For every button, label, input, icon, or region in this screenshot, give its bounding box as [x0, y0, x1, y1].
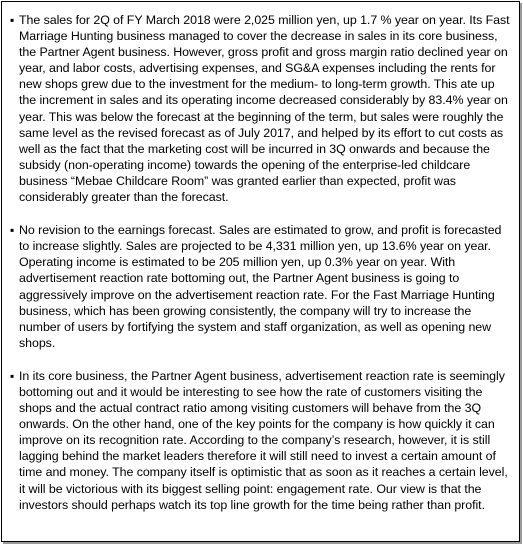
bullet-icon: ▪	[10, 223, 15, 238]
bullet-text: The sales for 2Q of FY March 2018 were 2,025 million yen, up 1.7 % year on year. Its Fast Marriage Hunting business managed to cover the decrease in sales in its core business, the Partner Agent business. However, gross profit and gross margin ratio declined year on year, and labor costs, advertising expenses, and SG&A expenses including the rents for new shops grew due to the investment for the medium- to long-term growth. This ate up the increment in sales and its operating income decreased considerably by 83.4% year on year. This was below the forecast at the beginning of the term, but sales were roughly the same level as the revised forecast as of July 2017, and helped by its effort to cut costs as well as the fact that the marketing cost will be incurred in 3Q onwards and because the subsidy (non-operating income) towards the opening of the enterprise-led childcare business “Mebae Childcare Room” was granted earlier than expected, profit was considerably greater than the forecast.	[19, 13, 510, 205]
summary-box	[1, 1, 520, 542]
bullet-item-outlook	[10, 368, 513, 513]
bullet-item-results	[10, 12, 513, 205]
bullet-item-forecast	[10, 222, 513, 351]
bullet-list	[2, 2, 519, 513]
bullet-text: No revision to the earnings forecast. Sales are estimated to grow, and profit is forecasted to increase slightly. Sales are projected to be 4,331 million yen, up 13.6% year on year. Operating income is estimated to be 205 million yen, up 0.3% year on year. With advertisement reaction rate bottoming out, the Partner Agent business is going to aggressively improve on the advertisement reaction rate. For the Fast Marriage Hunting business, which has been growing consistently, the company will try to increase the number of users by fortifying the system and staff organization, as well as opening new shops.	[19, 223, 502, 350]
bullet-text: In its core business, the Partner Agent business, advertisement reaction rate is seemingly bottoming out and it would be interesting to see how the rate of customers visiting the shops and the actual contract ratio among visiting customers will behave from the 3Q onwards. On the other hand, one of the key points for the company is how quickly it can improve on its recognition rate. According to the company’s research, however, it is still lagging behind the market leaders therefore it will still need to invest a certain amount of time and money. The company itself is optimistic that as soon as it reaches a certain level, it will be victorious with its biggest selling point: engagement rate. Our view is that the investors should perhaps watch its top line growth for the time being rather than profit.	[19, 368, 508, 512]
bullet-icon: ▪	[10, 13, 15, 27]
bullet-icon: ▪	[10, 368, 15, 383]
